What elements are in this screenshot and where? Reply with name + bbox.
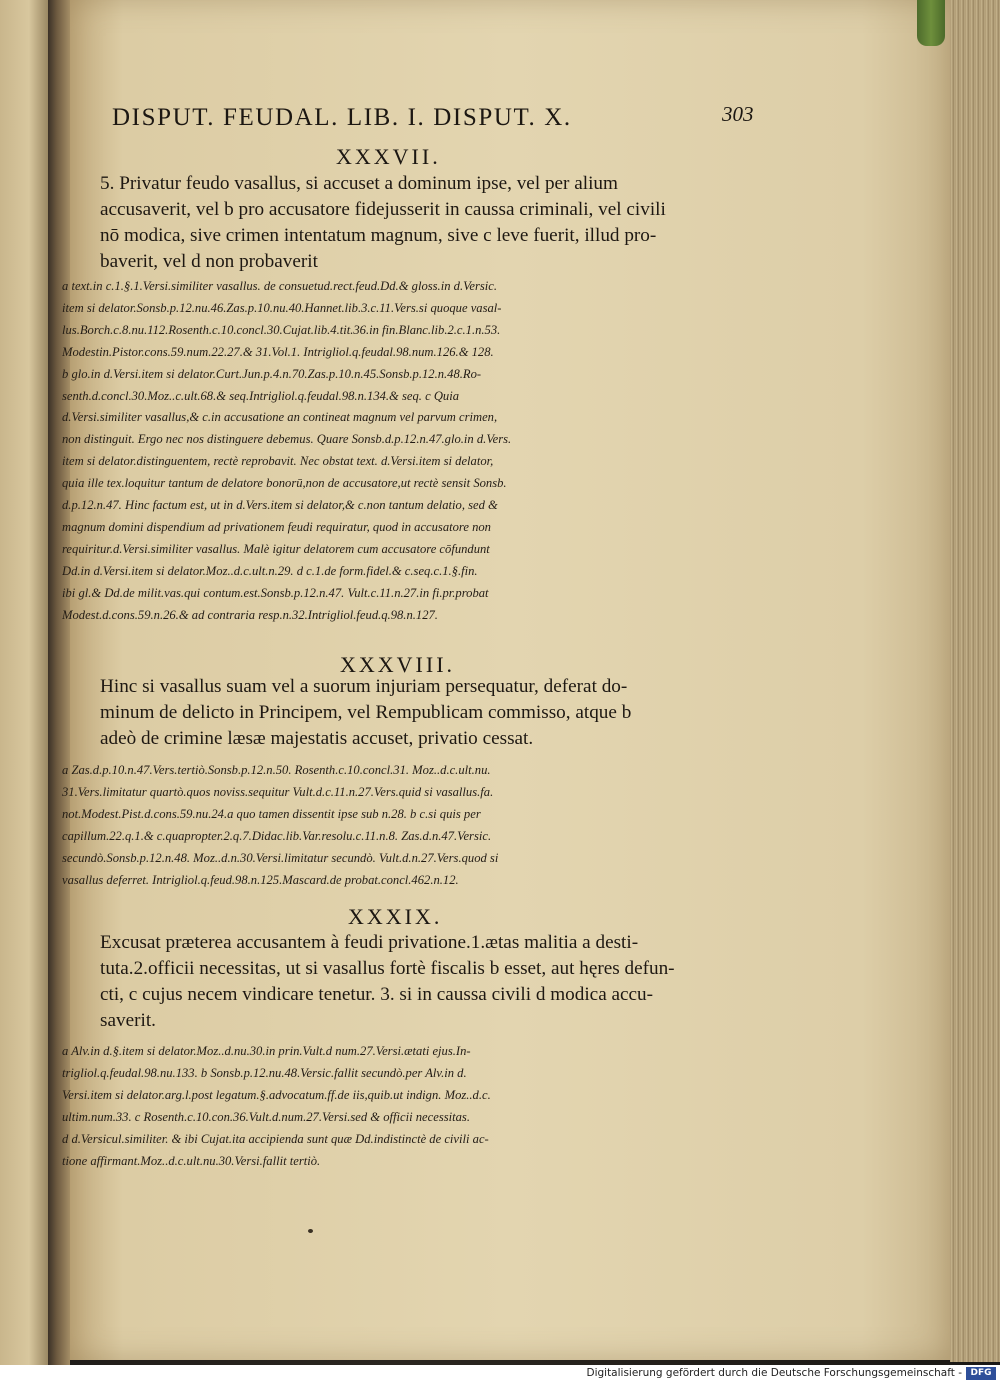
text-line: Hinc si vasallus suam vel a suorum injuriam persequatur, deferat do- xyxy=(100,676,628,697)
note-line: 31.Vers.limitatur quartò.quos noviss.sequitur Vult.d.c.11.n.27.Vers.quid si vasallus.fa. xyxy=(62,784,494,799)
text-line: nō modica, sive crimen intentatum magnum, sive c leve fuerit, illud pro- xyxy=(100,225,657,246)
page-number: 303 xyxy=(722,102,754,126)
previous-page-edge xyxy=(0,0,48,1365)
page-edges xyxy=(950,0,1000,1362)
text-line: minum de delicto in Principem, vel Rempublicam commisso, atque b xyxy=(100,702,632,723)
note-line: item si delator.Sonsb.p.12.nu.46.Zas.p.10.nu.40.Hannet.lib.3.c.11.Vers.si quoque vasal- xyxy=(62,300,502,315)
bookmark-ribbon xyxy=(917,0,945,46)
note-line: quia ille tex.loquitur tantum de delatore bonorū,non de accusatore,ut rectè sensit Sonsb. xyxy=(62,476,507,491)
text-line: baverit, vel d non probaverit xyxy=(100,251,318,272)
note-line: d.p.12.n.47. Hinc factum est, ut in d.Vers.item si delator,& c.non tantum delatio, sed & xyxy=(62,498,498,513)
note-line: capillum.22.q.1.& c.quapropter.2.q.7.Didac.lib.Var.resolu.c.11.n.8. Zas.d.n.47.Versic. xyxy=(62,828,492,843)
note-line: ultim.num.33. c Rosenth.c.10.con.36.Vult.d.num.27.Versi.sed & officii necessitas. xyxy=(62,1109,470,1124)
footnotes xyxy=(62,1041,772,1172)
note-line: tione affirmant.Moz..d.c.ult.nu.30.Versi.fallit tertiò. xyxy=(62,1153,321,1168)
section-number: XXXVII. xyxy=(336,144,441,169)
digitization-footer xyxy=(0,1365,1000,1383)
running-header xyxy=(112,104,762,134)
text-line: cti, c cujus necem vindicare tenetur. 3. si in caussa civili d modica accu- xyxy=(100,984,654,1005)
note-line: item si delator.distinguentem, rectè reprobavit. Nec obstat text. d.Versi.item si delator, xyxy=(62,454,494,469)
note-line: secundò.Sonsb.p.12.n.48. Moz..d.n.30.Versi.limitatur secundò. Vult.d.n.27.Vers.quod si xyxy=(62,850,499,865)
section-number: XXXVIII. xyxy=(340,652,456,677)
text-line: tuta.2.officii necessitas, ut si vasallus fortè fiscalis b esset, aut hęres defun- xyxy=(100,958,675,979)
note-line: non distinguit. Ergo nec nos distinguere debemus. Quare Sonsb.d.p.12.n.47.glo.in d.Vers. xyxy=(62,432,512,447)
footnotes xyxy=(62,760,772,891)
text-line: adeò de crimine læsæ majestatis accuset, privatio cessat. xyxy=(100,728,534,749)
note-line: requiritur.d.Versi.similiter vasallus. Malè igitur delatorem cum accusatore cōfundunt xyxy=(62,541,490,556)
section-number: XXXIX. xyxy=(348,904,443,929)
ink-speck xyxy=(308,1229,313,1233)
note-line: not.Modest.Pist.d.cons.59.nu.24.a quo tamen dissentit ipse sub n.28. b c.si quis per xyxy=(62,806,481,821)
note-line: ibi gl.& Dd.de milit.vas.qui contum.est.Sonsb.p.12.n.47. Vult.c.11.n.27.in fi.pr.probat xyxy=(62,585,489,600)
section-text xyxy=(100,674,768,752)
note-line: a Zas.d.p.10.n.47.Vers.tertiò.Sonsb.p.12.n.50. Rosenth.c.10.concl.31. Moz..d.c.ult.nu. xyxy=(62,763,491,777)
note-line: lus.Borch.c.8.nu.112.Rosenth.c.10.concl.30.Cujat.lib.4.tit.36.in fin.Blanc.lib.2.c.1.n.53. xyxy=(62,322,501,337)
note-line: Modestin.Pistor.cons.59.num.22.27.& 31.Vol.1. Intrigliol.q.feudal.98.num.126.& 128. xyxy=(62,344,494,359)
note-line: d d.Versicul.similiter. & ibi Cujat.ita accipienda sunt quæ Dd.indistinctè de civili ac- xyxy=(62,1131,489,1146)
dfg-logo: DFG xyxy=(966,1367,996,1380)
note-line: a Alv.in d.§.item si delator.Moz..d.nu.30.in prin.Vult.d num.27.Versi.ætati ejus.In- xyxy=(62,1044,471,1058)
running-title: DISPUT. FEUDAL. LIB. I. DISPUT. X. xyxy=(112,104,572,131)
note-line: vasallus deferret. Intrigliol.q.feud.98.n.125.Mascard.de probat.concl.462.n.12. xyxy=(62,872,459,887)
text-line: saverit. xyxy=(100,1010,156,1031)
text-line: Excusat præterea accusantem à feudi privatione.1.ætas malitia a desti- xyxy=(100,932,639,953)
note-line: d.Versi.similiter vasallus,& c.in accusatione an contineat magnum vel parvum crimen, xyxy=(62,410,498,425)
footnotes xyxy=(62,276,772,627)
note-line: b glo.in d.Versi.item si delator.Curt.Jun.p.4.n.70.Zas.p.10.n.45.Sonsb.p.12.n.48.Ro- xyxy=(62,366,482,381)
text-line: 5. Privatur feudo vasallus, si accuset a dominum ipse, vel per alium xyxy=(100,173,618,194)
section-text xyxy=(100,930,768,1034)
note-line: a text.in c.1.§.1.Versi.similiter vasallus. de consuetud.rect.feud.Dd.& gloss.in d.Versic. xyxy=(62,279,498,293)
section-text xyxy=(100,171,768,275)
note-line: Modest.d.cons.59.n.26.& ad contraria resp.n.32.Intrigliol.feud.q.98.n.127. xyxy=(62,607,438,622)
funding-credit: Digitalisierung gefördert durch die Deutsche Forschungsgemeinschaft - xyxy=(586,1367,962,1379)
note-line: senth.d.concl.30.Moz..c.ult.68.& seq.Intrigliol.q.feudal.98.n.134.& seq. c Quia xyxy=(62,388,460,403)
note-line: magnum domini dispendium ad privationem feudi requiratur, quod in accusatore non xyxy=(62,519,491,534)
note-line: Dd.in d.Versi.item si delator.Moz..d.c.ult.n.29. d c.1.de form.fidel.& c.seq.c.1.§.fin. xyxy=(62,563,478,578)
note-line: Versi.item si delator.arg.l.post legatum.§.advocatum.ff.de iis,quib.ut indign. Moz..d.c. xyxy=(62,1087,491,1102)
text-line: accusaverit, vel b pro accusatore fidejusserit in caussa criminali, vel civili xyxy=(100,199,666,220)
note-line: trigliol.q.feudal.98.nu.133. b Sonsb.p.12.nu.48.Versic.fallit secundò.per Alv.in d. xyxy=(62,1065,467,1080)
